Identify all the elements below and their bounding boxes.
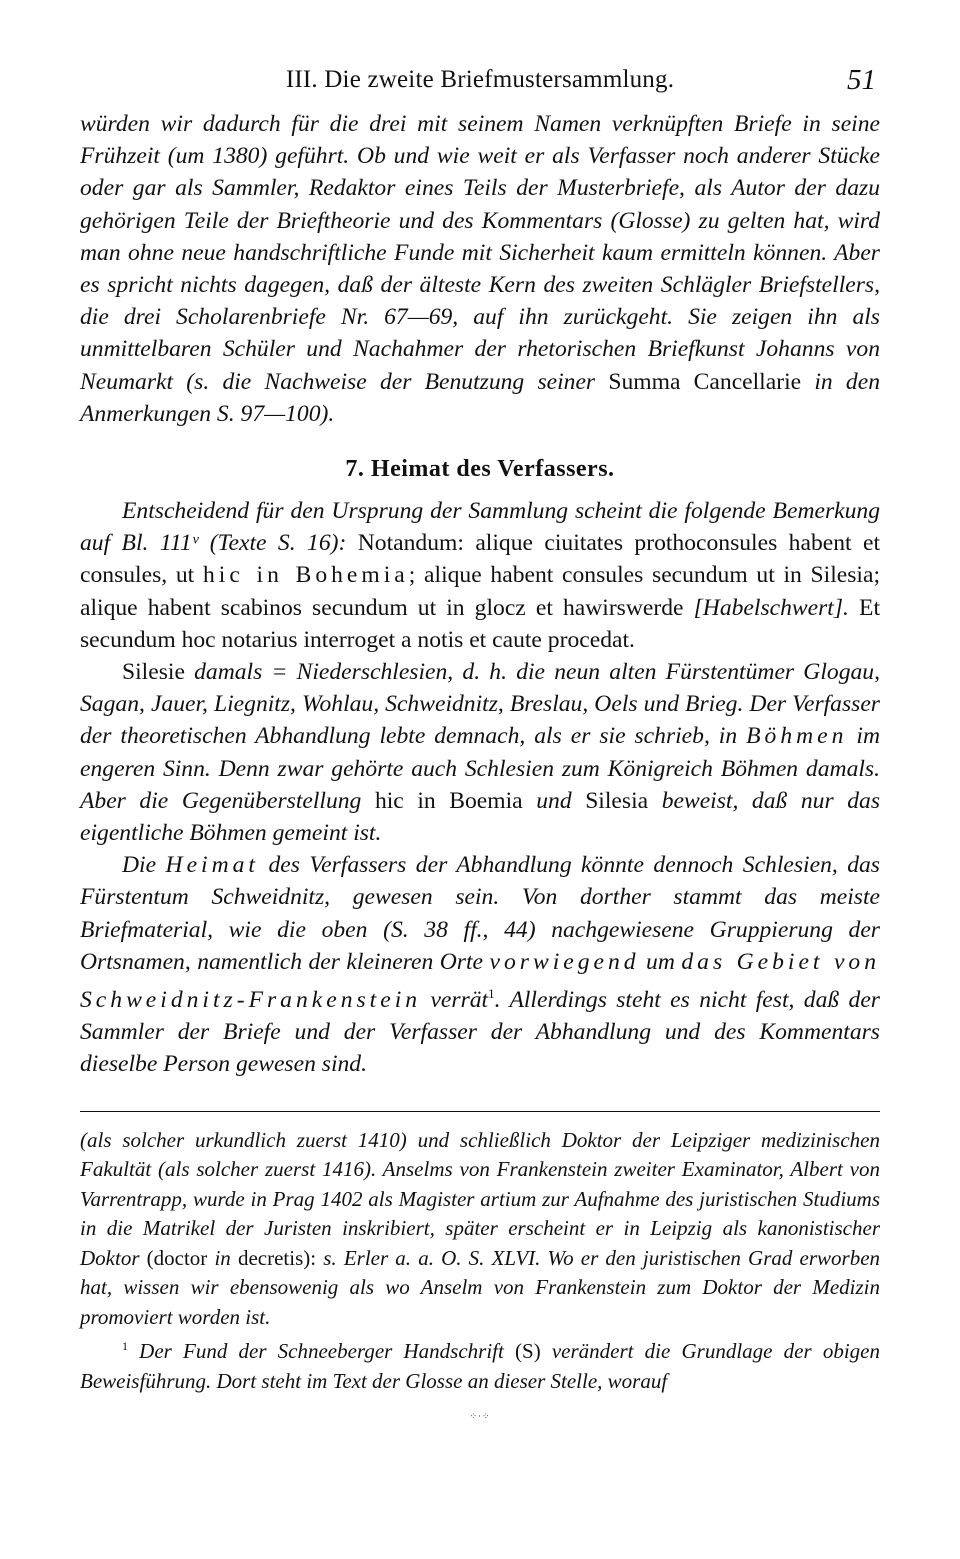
boehmen-spaced: Böhmen (746, 723, 848, 750)
summa-cancellarie: Summa Cancellarie (608, 368, 802, 395)
footnote-1-siglum: (S) (515, 1339, 541, 1364)
para1-end: in den Anmerkungen S. 97—100). (80, 368, 880, 427)
vorwiegend-spaced: vorwiegend (489, 948, 640, 975)
section-heading: 7. Heimat des Verfassers. (345, 456, 615, 483)
para3-text-1: damals = Niederschlesien, d. h. die neun alten Fürstentümer Glogau, Sagan, Jauer, Liegnitz, Wohlau, Schweidnitz, Breslau, Oels und Brieg. Der Verfasser der theoretischen Abhandlung lebte demnach, als er sie schrieb, in (80, 659, 880, 750)
decretis-word: decretis): (237, 1245, 317, 1270)
footnote-1 (80, 1332, 880, 1396)
und-word: und (536, 787, 572, 814)
para4-die: Die (122, 852, 157, 879)
page (80, 58, 880, 1432)
para2-intro: Entscheidend für den Ursprung der Sammlung scheint die folgende Bemerkung auf Bl. 111ᵛ (Texte S. 16): (80, 498, 880, 557)
silesie-term: Silesie (122, 659, 185, 686)
quote-silesia: ; alique habent consules secundum ut in Silesia; alique habent scabinos secundum ut in glocz et hawirswerde (80, 562, 881, 621)
para4-text-2: . Allerdings steht es nicht fest, daß der Sammler der Briefe und der Verfasser der Abhandlung und des Kommentars dieselbe Person gewesen sind. (80, 986, 880, 1078)
footnote-1-text-a: Der Fund der Schneeberger Handschrift (139, 1339, 504, 1364)
footnote-divider (80, 1111, 880, 1112)
footnotes (80, 1126, 880, 1432)
para3-text-3: beweist, daß nur das eigentliche Böhmen gemeint ist. (80, 787, 880, 847)
footnote-ref-1[interactable]: 1 (488, 986, 495, 1002)
para1-text: würden wir dadurch für die drei mit seinem Namen verknüpften Briefe in seine Frühzeit (um 1380) geführt. Ob und wie weit er als Verfasser noch anderer Stücke oder gar als Sammler, Redaktor eines Teils der Musterbriefe, als Autor der dazu gehörigen Teile der Brieftheorie und des Kommentars (Glosse) zu gelten hat, wird man ohne neue handschriftliche Funde mit Sicherheit kaum ermitteln können. Aber es spricht nichts dagegen, daß der älteste Kern des zweiten Schlägler Briefstellers, die drei Scholarenbriefe Nr. 67—69, auf ihn zurückgeht. Sie zeigen ihn als unmittelbaren Schüler und Nachahmer der rhetorischen Briefkunst Johanns von Neumarkt (s. die Nachweise der Benutzung seiner (80, 111, 880, 395)
footnote-continuation (80, 1126, 880, 1333)
running-title: III. Die zweite Briefmustersammlung. (285, 66, 675, 93)
page-ornament: ⁘·⁘ (469, 1411, 491, 1422)
footnote-1-mark: 1 (122, 1339, 128, 1354)
in-word: in (214, 1245, 231, 1270)
footnote-1-text-b: verändert die Grundlage der obigen Beweisführung. Dort steht im Text der Glosse an dieser Stelle, worauf (80, 1339, 880, 1393)
habelschwert: [Habelschwert]. (693, 594, 849, 621)
paragraph-2 (80, 495, 880, 656)
quote-end: Et secundum hoc notarius interroget a notis et caute procedat. (80, 594, 880, 653)
page-number: 51 (847, 64, 876, 96)
gebiet-spaced: das Gebiet von Schweidnitz-Frankenstein (80, 948, 881, 1013)
quote-hic-in-bohemia: hic in Bohemia (202, 562, 409, 589)
hic-in-boemia: hic in Boemia (374, 787, 523, 814)
page-header (80, 58, 880, 108)
um-word: um (646, 948, 675, 975)
footnote-cont-text: (als solcher urkundlich zuerst 1410) und schließlich Doktor der Leipziger medizinischen Fakultät (als solcher zuerst 1416). Anselms von Frankenstein zweiter Examinator, Albert von Varrentrapp, wurde in Prag 1402 als Magister artium zur Aufnahme des juristischen Studiums in die Matrikel der Juristen inskribiert, später erscheint er in Leipzig als kanonistischer Doktor (80, 1127, 880, 1270)
footnote-cont-end: s. Erler a. a. O. S. XLVI. Wo er den juristischen Grad erworben hat, wissen wir ebensowenig als wo Anselm von Frankenstein zum Doktor der Medizin promoviert worden ist. (80, 1245, 881, 1329)
paragraph-3 (80, 656, 880, 849)
paragraph-1 (80, 108, 880, 430)
para4-text-1: des Verfassers der Abhandlung könnte dennoch Schlesien, das Fürstentum Schweidnitz, gewesen sein. Von dorther stammt das meiste Briefmaterial, wie die oben (S. 38 ff., 44) nachgewiesene Gruppierung der Ortsnamen, namentlich der kleineren Orte (80, 852, 880, 975)
silesia-word: Silesia (585, 787, 649, 814)
para3-text-2: im engeren Sinn. Denn zwar gehörte auch Schlesien zum Königreich Böhmen damals. Aber die Gegenüberstellung (80, 723, 880, 814)
heimat-spaced: Heimat (165, 852, 259, 879)
quote-notandum: Notandum: alique ciuitates prothoconsules habent et consules, ut (80, 530, 881, 589)
doctor-word: (doctor (146, 1245, 208, 1270)
verraet-word: verrät (430, 986, 489, 1013)
paragraph-4 (80, 849, 880, 1080)
